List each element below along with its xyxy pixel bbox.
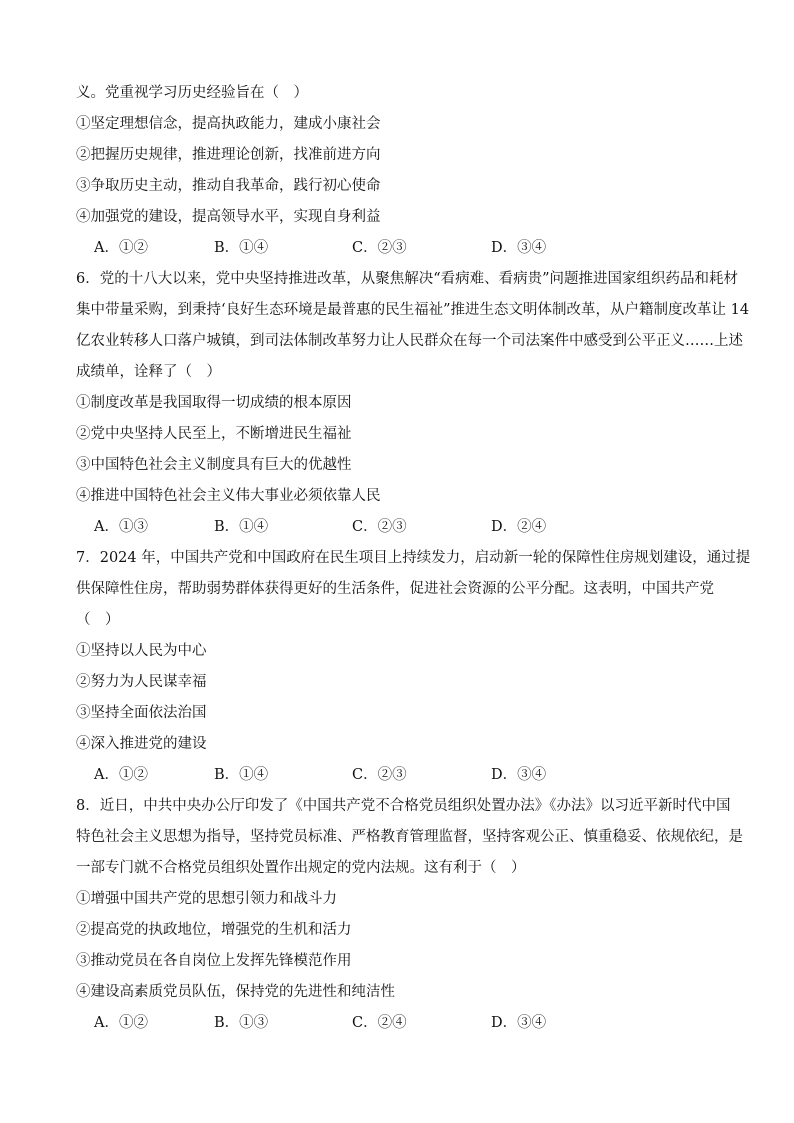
option-b: B．①④ [214, 240, 269, 256]
question-stem-line: 一部专门就不合格党员组织处置作出规定的党内法规。这有利于（ ） [76, 860, 526, 876]
option-d: D．②④ [491, 519, 547, 535]
answer-options [76, 1008, 726, 1039]
option-d: D．③④ [491, 1015, 547, 1031]
question-stem-line: 亿农业转移人口落户城镇，到司法体制改革努力让人民群众在每一个司法案件中感受到公平正义……上述 [76, 333, 743, 349]
question-stem-line: 成绩单，诠释了（ ） [76, 364, 221, 380]
statement-item: ②党中央坚持人民至上，不断增进民生福祉 [76, 426, 352, 442]
statement-item: ②提高党的执政地位，增强党的生机和活力 [76, 922, 352, 938]
exam-page [76, 78, 751, 1039]
option-b: B．①④ [214, 767, 269, 783]
question-7 [76, 543, 751, 791]
option-a: A．①② [94, 240, 148, 256]
statement-item: ③坚持全面依法治国 [76, 705, 207, 721]
option-c: C．②③ [352, 767, 407, 783]
statement-item: ④建设高素质党员队伍，保持党的先进性和纯洁性 [76, 984, 395, 1000]
answer-options [76, 512, 726, 543]
option-a: A．①② [94, 1015, 148, 1031]
statement-item: ④推进中国特色社会主义伟大事业必须依靠人民 [76, 488, 381, 504]
statement-item: ③争取历史主动，推动自我革命，践行初心使命 [76, 178, 381, 194]
option-c: C．②③ [352, 240, 407, 256]
question-6 [76, 264, 750, 543]
statement-item: ④深入推进党的建设 [76, 736, 207, 752]
statement-item: ②努力为人民谋幸福 [76, 674, 207, 690]
question-stem-line: 7．2024 年，中国共产党和中国政府在民生项目上持续发力，启动新一轮的保障性住房规划建设，通过提 [76, 550, 751, 566]
statement-item: ①制度改革是我国取得一切成绩的根本原因 [76, 395, 352, 411]
option-d: D．③④ [491, 240, 547, 256]
statement-item: ①坚持以人民为中心 [76, 643, 207, 659]
question-stem-line: （ ） [76, 612, 120, 628]
question-stem-line: 8．近日，中共中央办公厅印发了《中国共产党不合格党员组织处置办法》《办法》以习近平新时代中国 [76, 798, 731, 814]
question-stem-line: 义。党重视学习历史经验旨在（ ） [76, 85, 308, 101]
question-stem-line: 特色社会主义思想为指导，坚持党员标准、严格教育管理监督，坚持客观公正、慎重稳妥、依规依纪，是 [76, 829, 743, 845]
option-c: C．②③ [352, 519, 407, 535]
question-stem-line: 6．党的十八大以来，党中央坚持推进改革，从聚焦解决“看病难、看病贵”问题推进国家组织药品和耗材 [76, 271, 739, 287]
statement-item: ③中国特色社会主义制度具有巨大的优越性 [76, 457, 352, 473]
statement-item: ①坚定理想信念，提高执政能力，建成小康社会 [76, 116, 381, 132]
option-b: B．①③ [214, 1015, 269, 1031]
question-stem-line: 供保障性住房，帮助弱势群体获得更好的生活条件，促进社会资源的公平分配。这表明，中国共产党 [76, 581, 714, 597]
option-a: A．①③ [94, 519, 148, 535]
option-c: C．②④ [352, 1015, 407, 1031]
question-5 [76, 78, 726, 264]
statement-item: ④加强党的建设，提高领导水平，实现自身利益 [76, 209, 381, 225]
answer-options [76, 760, 726, 791]
statement-item: ②把握历史规律，推进理论创新，找准前进方向 [76, 147, 381, 163]
option-d: D．③④ [491, 767, 547, 783]
question-8 [76, 791, 743, 1039]
statement-item: ③推动党员在各自岗位上发挥先锋模范作用 [76, 953, 352, 969]
option-b: B．①④ [214, 519, 269, 535]
question-stem-line: 集中带量采购，到秉持‘良好生态环境是最普惠的民生福祉”推进生态文明体制改革，从户籍制度改革让 14 [76, 302, 750, 318]
answer-options [76, 233, 726, 264]
option-a: A．①② [94, 767, 148, 783]
statement-item: ①增强中国共产党的思想引领力和战斗力 [76, 891, 337, 907]
